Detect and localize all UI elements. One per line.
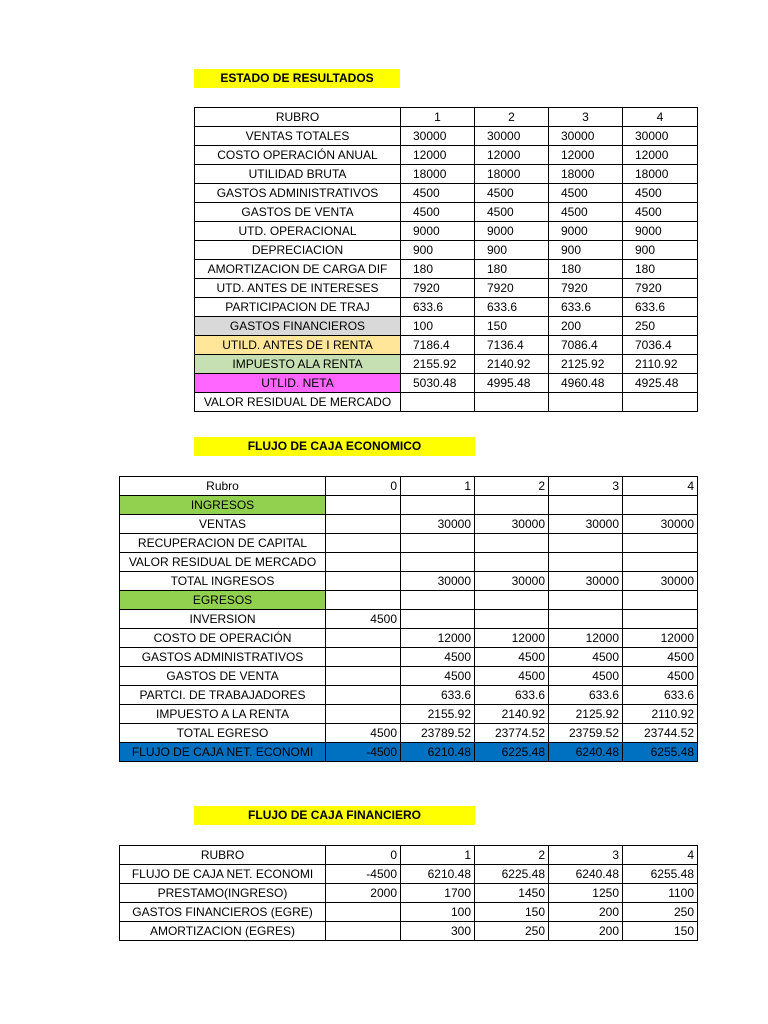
value-cell: 6225.48 <box>475 743 549 762</box>
row-label: AMORTIZACION (EGRES) <box>120 922 326 941</box>
value-cell: 1250 <box>549 884 623 903</box>
value-cell <box>623 591 698 610</box>
table-row <box>195 279 698 298</box>
table-row <box>120 667 698 686</box>
value-cell: 4500 <box>475 667 549 686</box>
value-cell: 4500 <box>401 667 475 686</box>
value-cell: 2110.92 <box>623 355 698 374</box>
value-cell: 2110.92 <box>623 705 698 724</box>
economico-title: FLUJO DE CAJA ECONOMICO <box>194 437 475 456</box>
value-cell: 633.6 <box>475 686 549 705</box>
value-cell: 6210.48 <box>401 743 475 762</box>
value-cell: 7920 <box>549 279 623 298</box>
value-cell: 18000 <box>623 165 698 184</box>
value-cell: 4500 <box>401 648 475 667</box>
value-cell: 900 <box>401 241 475 260</box>
table-row <box>120 648 698 667</box>
row-label: VALOR RESIDUAL DE MERCADO <box>195 393 401 412</box>
table-row <box>120 610 698 629</box>
value-cell: 9000 <box>401 222 475 241</box>
row-label: IMPUESTO ALA RENTA <box>195 355 401 374</box>
table-row <box>120 553 698 572</box>
header-cell-rubro: RUBRO <box>195 108 401 127</box>
value-cell: 7920 <box>623 279 698 298</box>
value-cell: 633.6 <box>401 298 475 317</box>
row-label: PRESTAMO(INGRESO) <box>120 884 326 903</box>
value-cell: 6225.48 <box>475 865 549 884</box>
value-cell: 4500 <box>549 203 623 222</box>
value-cell: 2140.92 <box>475 705 549 724</box>
value-cell <box>401 534 475 553</box>
value-cell: 4500 <box>623 203 698 222</box>
row-label: EGRESOS <box>120 591 326 610</box>
table-row <box>195 260 698 279</box>
value-cell <box>549 553 623 572</box>
value-cell: 4500 <box>475 203 549 222</box>
value-cell: 1450 <box>475 884 549 903</box>
table-header-row <box>195 108 698 127</box>
value-cell: 23774.52 <box>475 724 549 743</box>
value-cell: 7186.4 <box>401 336 475 355</box>
table-header-row <box>120 846 698 865</box>
value-cell: 300 <box>401 922 475 941</box>
row-label: FLUJO DE CAJA NET. ECONOMI <box>120 743 326 762</box>
value-cell: 633.6 <box>401 686 475 705</box>
estado-table <box>194 107 698 412</box>
value-cell: 4500 <box>623 184 698 203</box>
value-cell <box>326 648 401 667</box>
row-label: INVERSION <box>120 610 326 629</box>
value-cell <box>475 610 549 629</box>
value-cell <box>623 534 698 553</box>
value-cell <box>326 667 401 686</box>
value-cell <box>326 705 401 724</box>
table-row <box>120 743 698 762</box>
table-row <box>195 241 698 260</box>
value-cell: 2155.92 <box>401 705 475 724</box>
row-label: GASTOS FINANCIEROS <box>195 317 401 336</box>
table-row <box>120 884 698 903</box>
value-cell: 18000 <box>401 165 475 184</box>
row-label: VENTAS TOTALES <box>195 127 401 146</box>
table-header-row <box>120 477 698 496</box>
row-label: VENTAS <box>120 515 326 534</box>
value-cell: 4500 <box>623 648 698 667</box>
value-cell <box>326 629 401 648</box>
value-cell: 4500 <box>475 648 549 667</box>
value-cell: 30000 <box>475 572 549 591</box>
value-cell: 4500 <box>475 184 549 203</box>
header-cell-period: 0 <box>326 846 401 865</box>
header-cell-period: 2 <box>475 846 549 865</box>
header-cell-period: 3 <box>549 846 623 865</box>
value-cell: 30000 <box>475 515 549 534</box>
header-cell-period: 0 <box>326 477 401 496</box>
value-cell: 6255.48 <box>623 865 698 884</box>
value-cell <box>326 903 401 922</box>
table-row <box>120 724 698 743</box>
value-cell: 250 <box>623 317 698 336</box>
row-label: UTD. ANTES DE INTERESES <box>195 279 401 298</box>
value-cell: 180 <box>401 260 475 279</box>
row-label: FLUJO DE CAJA NET. ECONOMI <box>120 865 326 884</box>
value-cell <box>549 591 623 610</box>
value-cell: 200 <box>549 903 623 922</box>
value-cell <box>401 496 475 515</box>
header-cell-period: 2 <box>475 108 549 127</box>
value-cell: 9000 <box>549 222 623 241</box>
table-row <box>195 127 698 146</box>
value-cell: 30000 <box>623 572 698 591</box>
header-cell-period: 3 <box>549 108 623 127</box>
value-cell: 250 <box>623 903 698 922</box>
value-cell: 18000 <box>475 165 549 184</box>
value-cell: 100 <box>401 903 475 922</box>
row-label: UTD. OPERACIONAL <box>195 222 401 241</box>
value-cell: 4925.48 <box>623 374 698 393</box>
value-cell <box>549 610 623 629</box>
value-cell: 633.6 <box>549 298 623 317</box>
value-cell: 7086.4 <box>549 336 623 355</box>
value-cell <box>549 393 623 412</box>
value-cell: 900 <box>623 241 698 260</box>
value-cell: 12000 <box>623 629 698 648</box>
header-cell-period: 4 <box>623 846 698 865</box>
value-cell <box>549 496 623 515</box>
value-cell: 6255.48 <box>623 743 698 762</box>
value-cell: 4500 <box>401 184 475 203</box>
table-row <box>195 336 698 355</box>
value-cell: 9000 <box>623 222 698 241</box>
value-cell: 30000 <box>623 515 698 534</box>
value-cell <box>475 393 549 412</box>
table-row <box>195 184 698 203</box>
value-cell: 4960.48 <box>549 374 623 393</box>
row-label: GASTOS FINANCIEROS (EGRE) <box>120 903 326 922</box>
financiero-title: FLUJO DE CAJA FINANCIERO <box>194 806 475 825</box>
value-cell <box>326 496 401 515</box>
value-cell: 7920 <box>401 279 475 298</box>
row-label: PARTICIPACION DE TRAJ <box>195 298 401 317</box>
table-row <box>195 393 698 412</box>
header-cell-period: 3 <box>549 477 623 496</box>
value-cell: 12000 <box>401 146 475 165</box>
table-row <box>120 572 698 591</box>
value-cell <box>623 496 698 515</box>
header-cell-period: 1 <box>401 477 475 496</box>
table-row <box>120 629 698 648</box>
value-cell: 30000 <box>401 515 475 534</box>
value-cell <box>326 686 401 705</box>
financiero-table <box>119 845 698 941</box>
value-cell: 12000 <box>549 629 623 648</box>
value-cell: 7036.4 <box>623 336 698 355</box>
table-row <box>195 374 698 393</box>
value-cell <box>326 534 401 553</box>
value-cell: 30000 <box>475 127 549 146</box>
value-cell: 30000 <box>549 127 623 146</box>
value-cell: 4500 <box>549 184 623 203</box>
value-cell: 12000 <box>475 629 549 648</box>
table-row <box>195 165 698 184</box>
value-cell: 4995.48 <box>475 374 549 393</box>
value-cell: 30000 <box>549 572 623 591</box>
row-label: GASTOS DE VENTA <box>195 203 401 222</box>
value-cell: 23789.52 <box>401 724 475 743</box>
header-cell-period: 1 <box>401 846 475 865</box>
row-label: GASTOS ADMINISTRATIVOS <box>120 648 326 667</box>
economico-table <box>119 476 698 762</box>
row-label: UTILIDAD BRUTA <box>195 165 401 184</box>
value-cell <box>475 591 549 610</box>
value-cell: 2000 <box>326 884 401 903</box>
table-row <box>120 865 698 884</box>
value-cell: 900 <box>475 241 549 260</box>
value-cell: 633.6 <box>623 298 698 317</box>
row-label: GASTOS DE VENTA <box>120 667 326 686</box>
table-row <box>120 515 698 534</box>
value-cell: 12000 <box>549 146 623 165</box>
estado-title: ESTADO DE RESULTADOS <box>194 69 400 88</box>
value-cell: 200 <box>549 922 623 941</box>
value-cell: 7136.4 <box>475 336 549 355</box>
row-label: GASTOS ADMINISTRATIVOS <box>195 184 401 203</box>
value-cell: 6240.48 <box>549 743 623 762</box>
value-cell: 30000 <box>401 127 475 146</box>
value-cell: 900 <box>549 241 623 260</box>
row-label: COSTO DE OPERACIÓN <box>120 629 326 648</box>
value-cell <box>401 393 475 412</box>
value-cell: 1700 <box>401 884 475 903</box>
value-cell: 150 <box>623 922 698 941</box>
value-cell: 30000 <box>623 127 698 146</box>
value-cell: 633.6 <box>475 298 549 317</box>
value-cell: -4500 <box>326 743 401 762</box>
header-cell-period: 1 <box>401 108 475 127</box>
value-cell: 4500 <box>549 648 623 667</box>
value-cell <box>623 393 698 412</box>
value-cell: 180 <box>475 260 549 279</box>
row-label: UTLID. NETA <box>195 374 401 393</box>
value-cell: 1100 <box>623 884 698 903</box>
value-cell <box>475 534 549 553</box>
value-cell: 5030.48 <box>401 374 475 393</box>
header-cell-period: 2 <box>475 477 549 496</box>
value-cell: 30000 <box>401 572 475 591</box>
header-cell-period: 4 <box>623 108 698 127</box>
value-cell: 100 <box>401 317 475 336</box>
value-cell: 6210.48 <box>401 865 475 884</box>
value-cell: 2125.92 <box>549 705 623 724</box>
table-row <box>120 922 698 941</box>
row-label: TOTAL EGRESO <box>120 724 326 743</box>
row-label: TOTAL INGRESOS <box>120 572 326 591</box>
row-label: UTILD. ANTES DE I RENTA <box>195 336 401 355</box>
value-cell: 180 <box>623 260 698 279</box>
value-cell <box>326 553 401 572</box>
table-row <box>120 534 698 553</box>
row-label: IMPUESTO A LA RENTA <box>120 705 326 724</box>
value-cell: 250 <box>475 922 549 941</box>
value-cell: 4500 <box>549 667 623 686</box>
value-cell <box>401 553 475 572</box>
header-cell-rubro: RUBRO <box>120 846 326 865</box>
row-label: AMORTIZACION DE CARGA DIF <box>195 260 401 279</box>
value-cell: 12000 <box>623 146 698 165</box>
value-cell: 9000 <box>475 222 549 241</box>
value-cell: 6240.48 <box>549 865 623 884</box>
table-row <box>195 222 698 241</box>
value-cell: 18000 <box>549 165 623 184</box>
value-cell: 23759.52 <box>549 724 623 743</box>
table-row <box>195 298 698 317</box>
row-label: DEPRECIACION <box>195 241 401 260</box>
value-cell: 200 <box>549 317 623 336</box>
table-row <box>120 705 698 724</box>
value-cell <box>326 515 401 534</box>
value-cell: 23744.52 <box>623 724 698 743</box>
value-cell: 7920 <box>475 279 549 298</box>
row-label: COSTO OPERACIÓN ANUAL <box>195 146 401 165</box>
row-label: PARTCI. DE TRABAJADORES <box>120 686 326 705</box>
value-cell <box>326 591 401 610</box>
value-cell: 633.6 <box>623 686 698 705</box>
table-row <box>195 146 698 165</box>
value-cell: 2140.92 <box>475 355 549 374</box>
table-row <box>195 203 698 222</box>
table-row <box>120 686 698 705</box>
value-cell: 633.6 <box>549 686 623 705</box>
value-cell <box>326 572 401 591</box>
header-cell-period: 4 <box>623 477 698 496</box>
value-cell: 180 <box>549 260 623 279</box>
value-cell: 2155.92 <box>401 355 475 374</box>
table-row <box>120 903 698 922</box>
value-cell: 150 <box>475 317 549 336</box>
value-cell <box>401 591 475 610</box>
value-cell: 4500 <box>326 724 401 743</box>
value-cell <box>401 610 475 629</box>
table-row <box>120 591 698 610</box>
value-cell: 4500 <box>326 610 401 629</box>
value-cell <box>326 922 401 941</box>
table-row <box>120 496 698 515</box>
row-label: VALOR RESIDUAL DE MERCADO <box>120 553 326 572</box>
value-cell: 12000 <box>475 146 549 165</box>
value-cell <box>475 553 549 572</box>
value-cell: 4500 <box>401 203 475 222</box>
value-cell <box>549 534 623 553</box>
value-cell <box>623 553 698 572</box>
header-cell-rubro: Rubro <box>120 477 326 496</box>
value-cell <box>623 610 698 629</box>
table-row <box>195 317 698 336</box>
value-cell: 12000 <box>401 629 475 648</box>
value-cell: -4500 <box>326 865 401 884</box>
table-row <box>195 355 698 374</box>
value-cell <box>475 496 549 515</box>
value-cell: 4500 <box>623 667 698 686</box>
row-label: RECUPERACION DE CAPITAL <box>120 534 326 553</box>
value-cell: 30000 <box>549 515 623 534</box>
row-label: INGRESOS <box>120 496 326 515</box>
value-cell: 2125.92 <box>549 355 623 374</box>
value-cell: 150 <box>475 903 549 922</box>
